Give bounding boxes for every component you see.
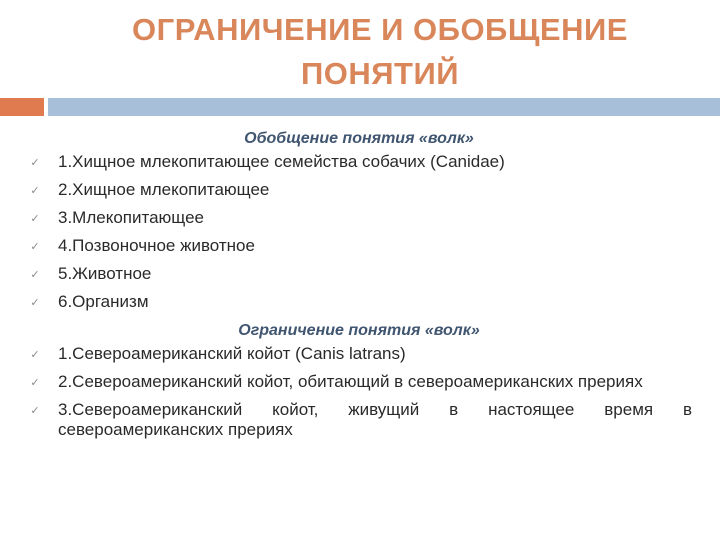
list-item-text: 2.Североамериканский койот, обитающий в североамериканских прериях (58, 372, 643, 391)
list-item (26, 264, 692, 284)
check-icon: ✓ (30, 297, 40, 309)
list-item-text: 3.Североамериканский койот, живущий в настоящее время в североамериканских прериях (58, 400, 692, 439)
check-icon: ✓ (30, 157, 40, 169)
list-item-text: 3.Млекопитающее (58, 208, 205, 227)
list-item (26, 344, 692, 364)
accent-block (0, 98, 44, 116)
list-item-text: 1.Хищное млекопитающее семейства собачих (Canidae) (58, 152, 505, 171)
list-item (26, 236, 692, 256)
list-item (26, 292, 692, 312)
list-item (26, 208, 692, 228)
restriction-heading: Ограничение понятия «волк» (238, 322, 480, 339)
slide-title (60, 8, 700, 96)
list-item-text: 1.Североамериканский койот (Canis latrans) (58, 344, 406, 363)
generalization-heading: Обобщение понятия «волк» (244, 130, 474, 147)
check-icon: ✓ (30, 349, 40, 361)
check-icon: ✓ (30, 185, 40, 197)
check-icon: ✓ (30, 241, 40, 253)
slide-title-line-2: ПОНЯТИЙ (300, 56, 460, 91)
list-item-text: 5.Животное (58, 264, 152, 283)
check-icon: ✓ (30, 269, 40, 281)
divider-bar (48, 98, 720, 116)
check-icon: ✓ (30, 213, 40, 225)
list-item (26, 372, 692, 392)
check-icon: ✓ (30, 377, 40, 389)
list-item (26, 152, 692, 172)
list-item-text: 6.Организм (58, 292, 149, 311)
check-icon: ✓ (30, 405, 40, 417)
slide-title-line-1: ОГРАНИЧЕНИЕ И ОБОБЩЕНИЕ (132, 12, 628, 47)
list-item (26, 400, 692, 440)
slide-body (26, 126, 692, 448)
list-item-text: 2.Хищное млекопитающее (58, 180, 270, 199)
list-item-text: 4.Позвоночное животное (58, 236, 255, 255)
list-item (26, 180, 692, 200)
